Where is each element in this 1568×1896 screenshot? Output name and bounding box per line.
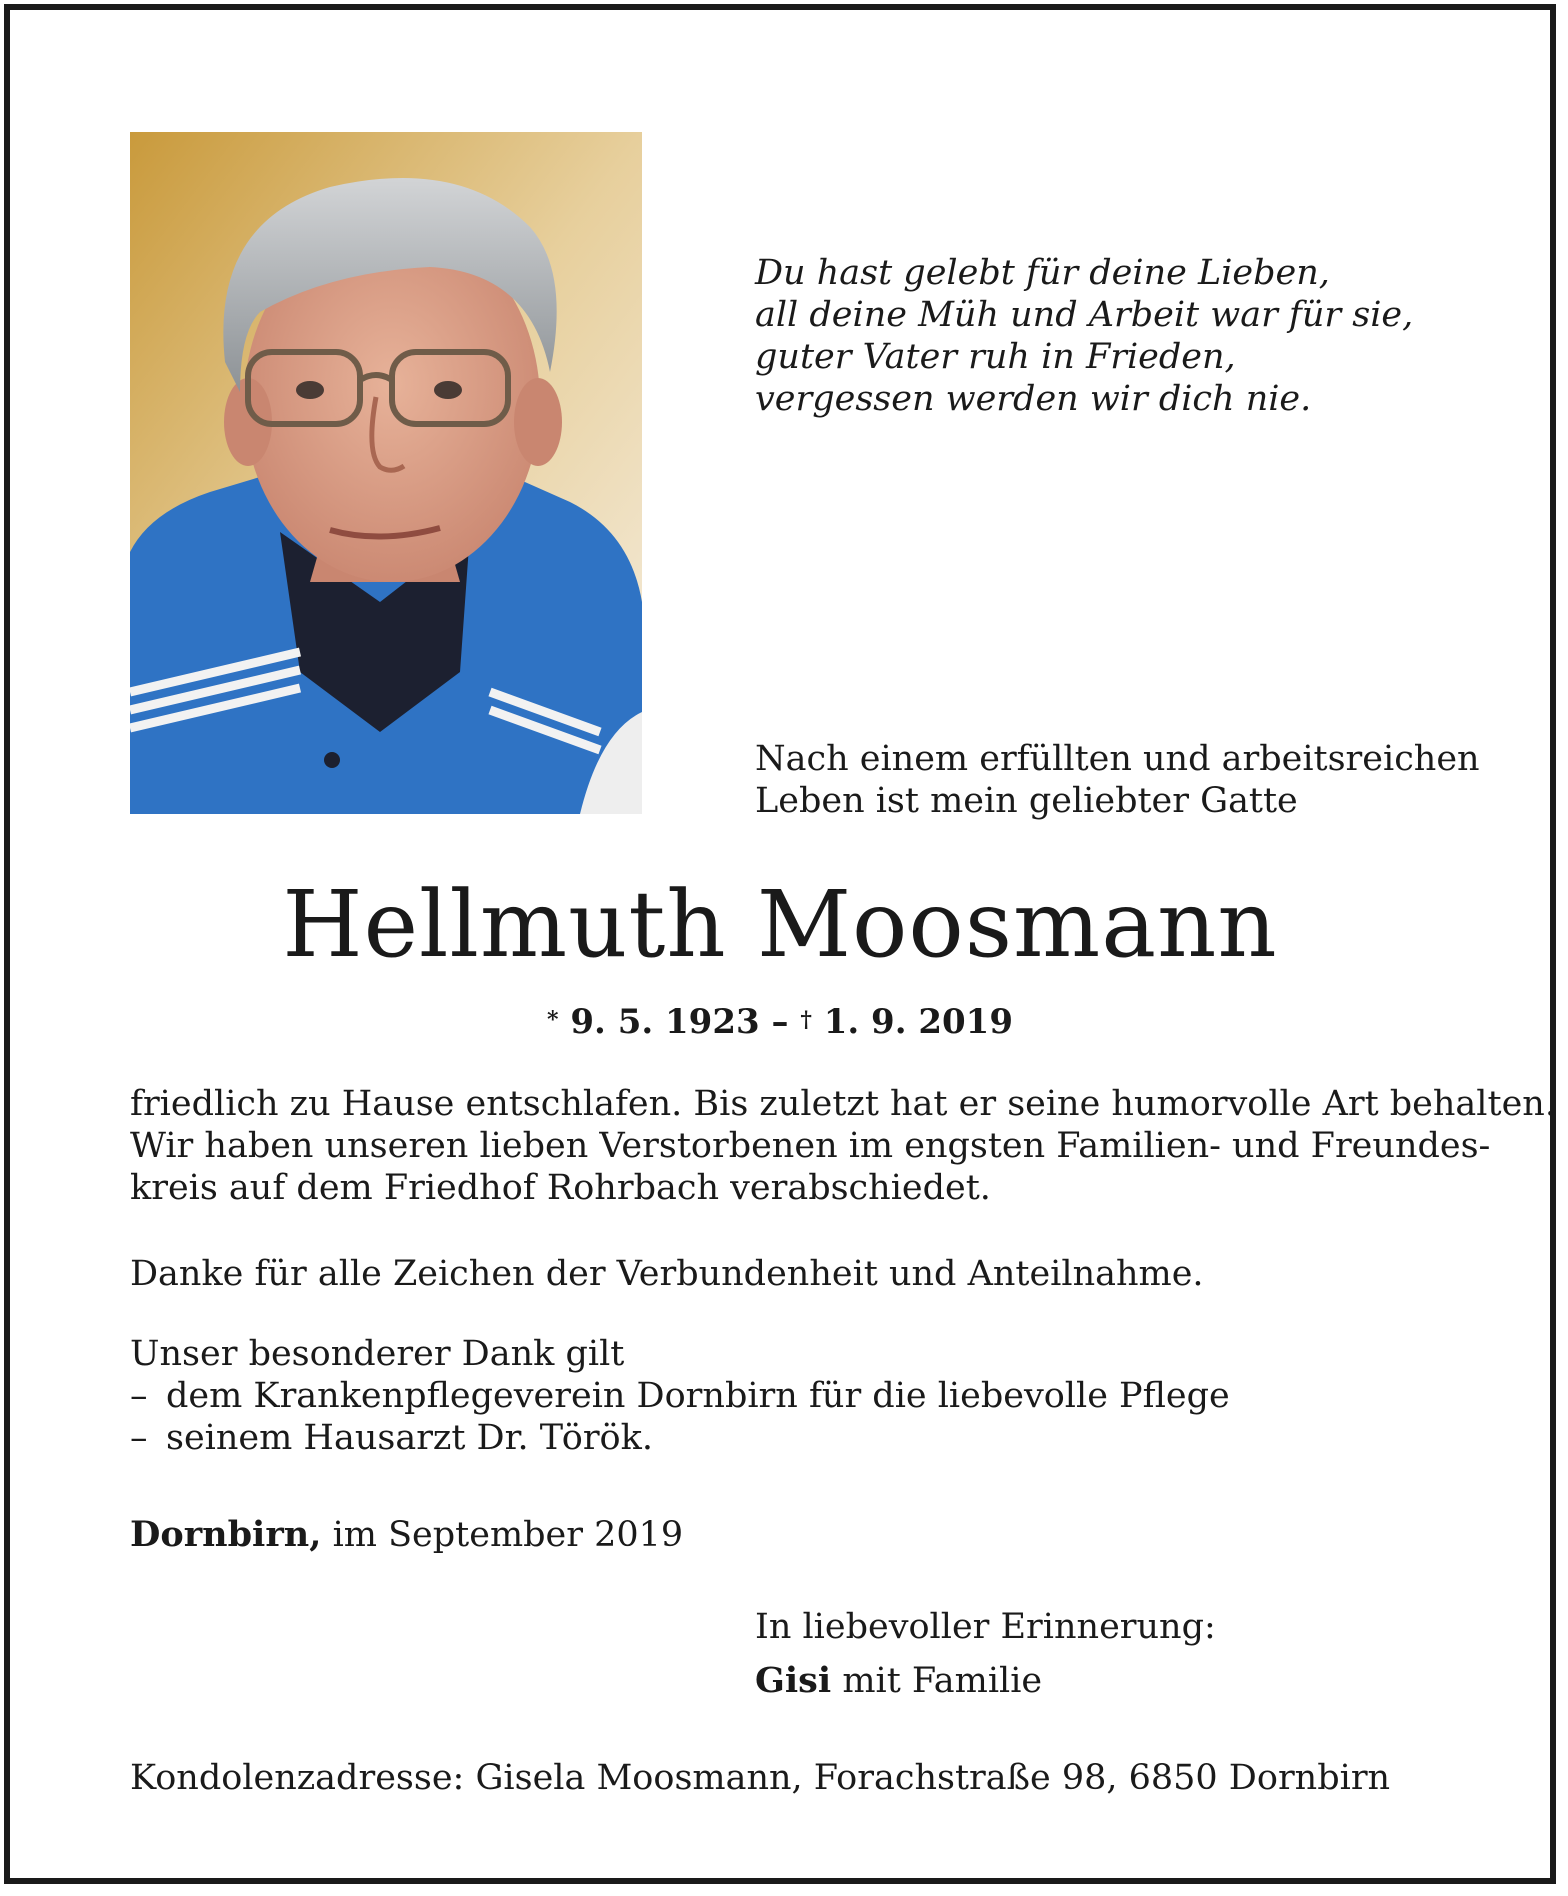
death-date: 1. 9. 2019 <box>823 1002 1013 1042</box>
birth-date: 9. 5. 1923 <box>570 1002 760 1042</box>
list-item <box>130 1417 1230 1459</box>
list-item-text: seinem Hausarzt Dr. Török. <box>166 1418 653 1458</box>
poem-line: all deine Müh und Arbeit war für sie, <box>755 295 1414 335</box>
body-paragraph <box>130 1083 1556 1209</box>
memory-family: mit Familie <box>831 1661 1043 1701</box>
list-item-text: dem Krankenpflegeverein Dornbirn für die liebevolle Pflege <box>166 1376 1230 1416</box>
portrait-photo <box>130 132 642 814</box>
life-dates <box>0 1000 1560 1048</box>
intro-text <box>755 738 1480 822</box>
condolence-address: Kondolenzadresse: Gisela Moosmann, Forachstraße 98, 6850 Dornbirn <box>130 1758 1391 1798</box>
death-mark: † <box>800 1007 812 1033</box>
memory-name: Gisi <box>755 1660 832 1701</box>
list-dash: – <box>130 1418 148 1458</box>
special-thanks-heading: Unser besonderer Dank gilt <box>130 1334 625 1374</box>
memory-heading: In liebevoller Erinnerung: <box>755 1607 1216 1647</box>
intro-line: Nach einem erfüllten und arbeitsreichen <box>755 739 1480 779</box>
intro-line: Leben ist mein geliebter Gatte <box>755 781 1298 821</box>
place-city: Dornbirn, <box>130 1514 322 1555</box>
memory-signature <box>755 1600 1216 1708</box>
birth-mark: * <box>547 1007 559 1033</box>
poem-line: guter Vater ruh in Frieden, <box>755 337 1236 377</box>
poem-line: vergessen werden wir dich nie. <box>755 379 1312 419</box>
special-thanks <box>130 1333 1230 1459</box>
poem-line: Du hast gelebt für deine Lieben, <box>755 253 1330 293</box>
place-date-text: im September 2019 <box>321 1515 684 1555</box>
memorial-poem <box>755 252 1475 420</box>
list-dash: – <box>130 1376 148 1416</box>
list-item <box>130 1375 1230 1417</box>
place-date <box>130 1514 683 1556</box>
body-line: friedlich zu Hause entschlafen. Bis zuletzt hat er seine humorvolle Art behalten. <box>130 1084 1556 1124</box>
thanks-line: Danke für alle Zeichen der Verbundenheit und Anteilnahme. <box>130 1254 1204 1294</box>
body-line: kreis auf dem Friedhof Rohrbach verabschiedet. <box>130 1168 991 1208</box>
deceased-name: Hellmuth Moosmann <box>282 871 1278 978</box>
body-line: Wir haben unseren lieben Verstorbenen im engsten Familien- und Freundes- <box>130 1126 1491 1166</box>
memory-names <box>755 1654 1216 1708</box>
date-separator: – <box>759 1002 801 1042</box>
